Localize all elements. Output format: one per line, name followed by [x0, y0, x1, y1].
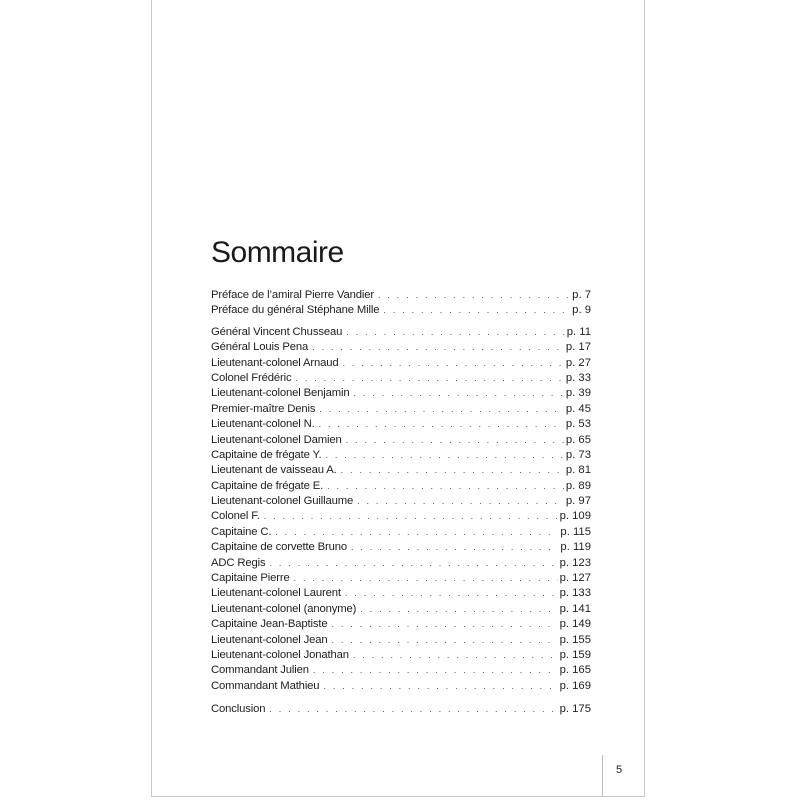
toc-dot-leader [294, 573, 558, 583]
toc-entry[interactable] [211, 541, 591, 556]
toc-entry-label: ADC Regis [211, 556, 266, 569]
toc-dot-leader [341, 465, 564, 475]
toc-entry-label: Préface de l’amiral Pierre Vandier [211, 289, 374, 301]
toc-dot-leader [269, 704, 557, 714]
toc-entry[interactable] [211, 572, 591, 587]
toc-entry-page: p. 33 [565, 371, 591, 384]
toc-entry-label: Lieutenant-colonel Jean [211, 633, 328, 646]
toc-entry-label: Capitaine de frégate Y. [211, 448, 322, 461]
toc-entry-page: p. 27 [565, 356, 591, 369]
toc-dot-leader [360, 604, 557, 614]
toc-dot-leader [327, 481, 564, 491]
toc-entry-label: Lieutenant-colonel Laurent [211, 587, 341, 600]
toc-entry-label: Lieutenant-colonel Arnaud [211, 356, 339, 369]
toc-dot-leader [295, 373, 563, 383]
toc-entry-page: p. 133 [559, 587, 591, 600]
toc-entry-page: p. 53 [565, 418, 591, 431]
toc-entry-label: Lieutenant-colonel Guillaume [211, 495, 354, 508]
page-title: Sommaire [211, 236, 344, 269]
toc-entry[interactable] [211, 618, 591, 633]
toc-entry[interactable] [211, 289, 591, 304]
toc-entry-label: Capitaine Jean-Baptiste [211, 618, 328, 631]
toc-dot-leader [312, 342, 564, 352]
toc-dot-leader [357, 496, 564, 506]
toc-entry[interactable] [211, 587, 591, 602]
toc-dot-leader [346, 435, 564, 445]
toc-entry-page: p. 119 [560, 541, 591, 554]
toc-entry[interactable] [211, 510, 591, 525]
toc-entry[interactable] [211, 418, 591, 433]
toc-entry[interactable] [211, 526, 591, 541]
toc-entry[interactable] [211, 403, 591, 418]
toc-entry-page: p. 169 [559, 679, 591, 692]
toc-entry[interactable] [211, 634, 591, 649]
toc-entry[interactable] [211, 341, 591, 356]
toc-dot-leader [351, 542, 558, 552]
toc-entry-label: Capitaine de frégate E. [211, 479, 324, 492]
toc-entry[interactable] [211, 387, 591, 402]
toc-dot-leader [275, 527, 558, 537]
toc-entry-label: Commandant Julien [211, 664, 309, 677]
toc-dot-leader [323, 681, 557, 691]
toc-entry-page: p. 109 [559, 510, 591, 523]
toc-entry[interactable] [211, 372, 591, 387]
toc-entry[interactable] [211, 326, 591, 341]
toc-entry-label: Lieutenant-colonel Benjamin [211, 387, 350, 400]
page-number-divider [602, 755, 603, 797]
toc-dot-leader [353, 650, 558, 660]
toc-entry-label: Commandant Mathieu [211, 679, 320, 692]
toc-entry-page: p. 141 [559, 602, 591, 615]
document-page [151, 0, 645, 797]
toc-dot-leader [383, 305, 570, 315]
toc-entry-page: p. 81 [565, 464, 591, 477]
toc-entry[interactable] [211, 603, 591, 618]
toc-entry-label: Lieutenant-colonel Damien [211, 433, 342, 446]
toc-entry-label: Lieutenant-colonel N. [211, 418, 315, 431]
page-number: 5 [616, 764, 623, 776]
toc-entry[interactable] [211, 495, 591, 510]
toc-entry-page: p. 123 [559, 556, 591, 569]
toc-entry-page: p. 155 [559, 633, 591, 646]
toc-entry-page: p. 65 [565, 433, 591, 446]
toc-entry-page: p. 45 [565, 402, 591, 415]
toc-entry-label: Lieutenant-colonel Jonathan [211, 648, 349, 661]
toc-entry-label: Capitaine C. [211, 525, 272, 538]
toc-entry[interactable] [211, 480, 591, 495]
toc-dot-leader [332, 619, 558, 629]
toc-dot-leader [345, 588, 558, 598]
toc-dot-leader [264, 511, 558, 521]
toc-entry[interactable] [211, 680, 591, 695]
toc-entry-label: Préface du général Stéphane Mille [211, 304, 380, 317]
toc-entry-label: Capitaine Pierre [211, 572, 290, 585]
toc-dot-leader [346, 327, 564, 337]
toc-entry[interactable] [211, 304, 591, 319]
toc-entry-page: p. 73 [565, 448, 591, 461]
toc-entry-page: p. 11 [566, 325, 591, 338]
table-of-contents [211, 289, 591, 719]
toc-dot-leader [313, 665, 558, 675]
toc-entry-label: Lieutenant de vaisseau A. [211, 464, 337, 477]
toc-entry[interactable] [211, 703, 591, 718]
toc-entry-label: Général Vincent Chusseau [211, 325, 343, 338]
toc-dot-leader [319, 404, 564, 414]
toc-dot-leader [378, 290, 570, 300]
toc-entry-page: p. 97 [565, 495, 591, 508]
toc-entry-page: p. 127 [559, 572, 591, 585]
toc-entry[interactable] [211, 449, 591, 464]
toc-dot-leader [332, 635, 558, 645]
toc-dot-leader [270, 558, 558, 568]
toc-entry-page: p. 89 [565, 479, 591, 492]
toc-entry-label: Conclusion [211, 703, 266, 716]
toc-entry-label: Général Louis Pena [211, 341, 309, 354]
toc-entry[interactable] [211, 357, 591, 372]
toc-entry-page: p. 17 [565, 341, 591, 354]
toc-dot-leader [325, 450, 563, 460]
toc-entry-label: Lieutenant-colonel (anonyme) [211, 602, 357, 615]
toc-entry-page: p. 7 [572, 289, 591, 301]
toc-entry-label: Capitaine de corvette Bruno [211, 541, 347, 554]
toc-entry-label: Premier-maître Denis [211, 402, 316, 415]
toc-entry[interactable] [211, 649, 591, 664]
toc-dot-leader [354, 388, 564, 398]
toc-dot-leader [343, 358, 564, 368]
toc-entry[interactable] [211, 464, 591, 479]
toc-entry-page: p. 159 [559, 648, 591, 661]
toc-entry-page: p. 39 [565, 387, 591, 400]
toc-entry-page: p. 149 [559, 618, 591, 631]
toc-entry-page: p. 9 [572, 304, 591, 317]
toc-dot-leader [319, 419, 564, 429]
toc-entry-page: p. 115 [560, 525, 591, 538]
toc-entry-page: p. 175 [559, 703, 591, 716]
toc-entry-label: Colonel F. [211, 510, 260, 523]
toc-entry[interactable] [211, 664, 591, 679]
toc-entry-label: Colonel Frédéric [211, 371, 292, 384]
toc-entry[interactable] [211, 434, 591, 449]
toc-entry[interactable] [211, 557, 591, 572]
toc-entry-page: p. 165 [559, 664, 591, 677]
